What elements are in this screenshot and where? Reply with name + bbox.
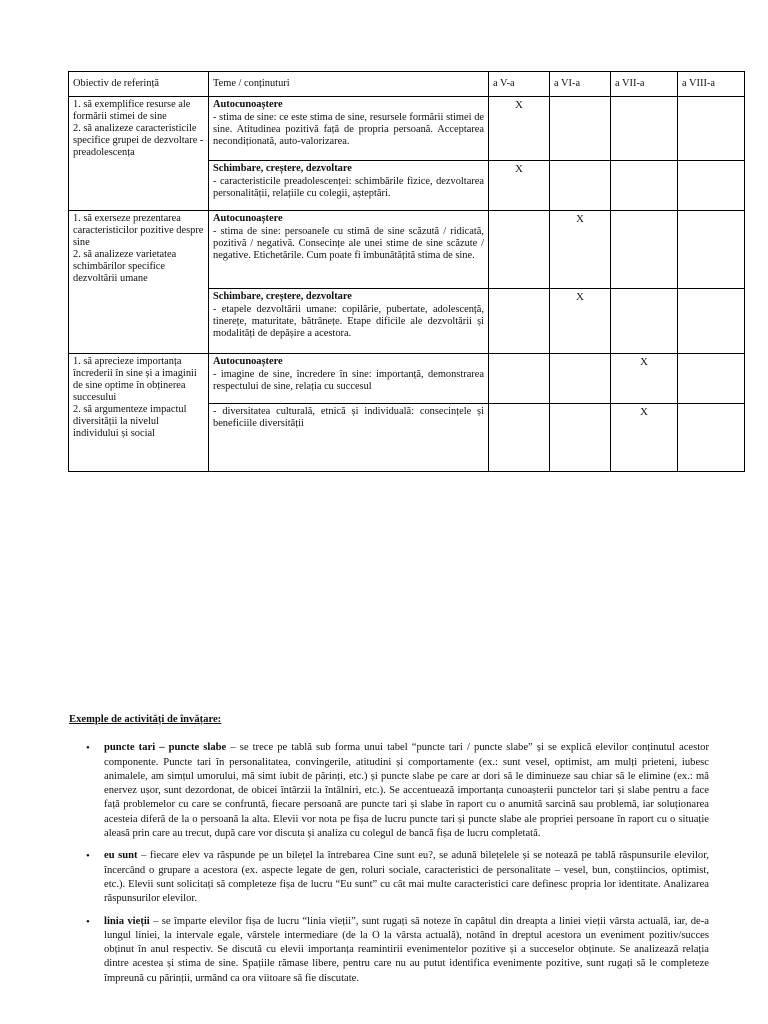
- grade-8-cell: [678, 211, 745, 289]
- topic-title: Schimbare, creștere, dezvoltare: [213, 291, 352, 302]
- grade-8-cell: [678, 161, 745, 211]
- table-row: [69, 211, 745, 289]
- grade-5-mark: X: [489, 97, 550, 161]
- topic-title: Autocunoaștere: [213, 213, 283, 224]
- header-grade-5: a V-a: [489, 72, 550, 97]
- activities-heading: Exemple de activități de învățare:: [69, 714, 222, 725]
- grade-8-cell: [678, 404, 745, 472]
- topic-text: - stima de sine: persoanele cu stimă de sine scăzută / ridicată, pozitivă / negativă. Consecințe ale unei stime de sine scăzute / negative. Etichetările. Cum poate fi îmbunătățită stima de sine.: [213, 226, 484, 261]
- grade-8-cell: [678, 354, 745, 404]
- topic-title: Schimbare, creștere, dezvoltare: [213, 163, 352, 174]
- grade-6-cell: [550, 404, 611, 472]
- grade-8-cell: [678, 97, 745, 161]
- grade-7-mark: X: [611, 404, 678, 472]
- topic-text: - etapele dezvoltării umane: copilărie, pubertate, adolescență, tinerețe, maturitate, bătrânețe. Etape dificile ale dezvoltării și modalități de depășire a acestora.: [213, 304, 484, 339]
- header-objective: Obiectiv de referință: [69, 72, 209, 97]
- objective-cell: 1. să exemplifice resurse ale formării stimei de sine 2. să analizeze caracteristicile specifice grupei de dezvoltare - preadolescența: [69, 97, 209, 211]
- activity-text: – se trece pe tablă sub forma unui tabel “puncte tari / puncte slabe” și se explică elevilor conținutul acestor componente. Puncte tari în personalitatea, convingerile, atitudini și comportamente (ex.: sunt vesel, optimist, am mulți prieteni, iubesc animalele, am simțul umorului, mă simt iubit de părinți, etc.) și puncte slabe pe care ar dori să le diminueze sau chiar să le elimine (ex.: mă enervez ușor, sunt dezordonat, de obicei întârzii la întâlniri, etc.). Se accentuează importanța cunoașterii punctelor tari și slabe pentru a face față problemelor cu care se confruntă, fiecare persoană are puncte tari și slabe în raport cu o anumită sarcină sau problemă, iar soluționarea acesteia diferă de la o persoană la alta. Elevii vor nota pe fișa de lucru puncte tari și puncte slabe ale propriei persoane în raport cu o situație aleasă prin care au trecut, după care vor discuta și analiza cu colegul de bancă fișa de lucru completată.: [104, 742, 709, 840]
- grade-6-cell: [550, 354, 611, 404]
- bullet-icon: •: [86, 742, 90, 755]
- topic-text: - caracteristicile preadolescenței: schimbările fizice, dezvoltarea personalității, relațiile cu colegii, așteptări.: [213, 176, 484, 199]
- bullet-icon: •: [86, 850, 90, 863]
- topic-cell: [209, 161, 489, 211]
- table-header-row: [69, 72, 745, 97]
- objective-cell: 1. să aprecieze importanța încrederii în sine și a imaginii de sine optime în obținerea succesului 2. să argumenteze impactul diversității la nivelul individului și social: [69, 354, 209, 472]
- topic-text: - imagine de sine, încredere în sine: importanță, demonstrarea respectului de sine, relația cu succesul: [213, 369, 484, 392]
- topic-cell: [209, 354, 489, 404]
- grade-5-cell: [489, 404, 550, 472]
- activity-text: – fiecare elev va răspunde pe un bilețel la întrebarea Cine sunt eu?, se adună bilețelele și se notează pe tablă răspunsurile elevilor, încercând o grupare a acestora (ex. aspecte legate de gen, roluri sociale, caracteristici de personalitate – vesel, bun, conștiincios, optimist, etc.). Elevii sunt solicitați să completeze fișa de lucru “Eu sunt” cu cât mai multe caracteristici care definesc propria lor identitate. Analizarea răspunsurilor elevilor.: [104, 850, 709, 905]
- grade-7-cell: [611, 161, 678, 211]
- activity-term: puncte tari – puncte slabe: [104, 742, 227, 754]
- grade-5-mark: X: [489, 161, 550, 211]
- header-grade-6: a VI-a: [550, 72, 611, 97]
- grade-7-cell: [611, 97, 678, 161]
- grade-5-cell: [489, 211, 550, 289]
- topic-text: - stima de sine: ce este stima de sine, resursele formării stimei de sine. Atitudinea pozitivă față de propria persoană. Acceptarea necondiționată, auto-valorizarea.: [213, 112, 484, 147]
- activities-section: [69, 713, 709, 994]
- grade-6-cell: [550, 161, 611, 211]
- topic-title: Autocunoaștere: [213, 356, 283, 367]
- header-topics: Teme / conținuturi: [209, 72, 489, 97]
- grade-7-cell: [611, 211, 678, 289]
- activity-term: eu sunt: [104, 850, 138, 862]
- list-item: [69, 915, 709, 986]
- list-item: [69, 849, 709, 906]
- objective-cell: 1. să exerseze prezentarea caracteristicilor pozitive despre sine 2. să analizeze varietatea schimbărilor specifice dezvoltării umane: [69, 211, 209, 354]
- topic-cell: [209, 289, 489, 354]
- grade-6-mark: X: [550, 211, 611, 289]
- topic-cell: [209, 97, 489, 161]
- list-item: [69, 741, 709, 841]
- table-row: [69, 97, 745, 161]
- bullet-icon: •: [86, 915, 90, 928]
- grade-7-mark: X: [611, 354, 678, 404]
- header-grade-8: a VIII-a: [678, 72, 745, 97]
- grade-5-cell: [489, 289, 550, 354]
- topic-cell: [209, 404, 489, 472]
- topic-text: - diversitatea culturală, etnică și individuală: consecințele și beneficiile diversității: [213, 406, 484, 429]
- activities-list: [69, 741, 709, 986]
- grade-8-cell: [678, 289, 745, 354]
- topic-cell: [209, 211, 489, 289]
- table-row: [69, 354, 745, 404]
- grade-6-mark: X: [550, 289, 611, 354]
- grade-5-cell: [489, 354, 550, 404]
- topic-title: Autocunoaștere: [213, 99, 283, 110]
- activity-text: – se împarte elevilor fișa de lucru “linia vieții”, sunt rugați să noteze în capătul din dreapta a liniei vieții vârsta actuală, iar, de-a lungul liniei, la intervale egale, vârstele intermediare (de la O la vârsta actuală), notând în dreptul acestora un eveniment pozitiv/succes obținut în anul respectiv. Se discută cu elevii importanța reamintirii evenimentelor pozitive și a succeselor obținute. Se analizează relația dintre acestea și stima de sine. Spațiile rămase libere, pentru care nu au putut identifica evenimente pozitive, sunt rugați să le completeze împreună cu părinții, urmând ca ora viitoare să fie discutate.: [104, 915, 709, 984]
- grade-7-cell: [611, 289, 678, 354]
- header-grade-7: a VII-a: [611, 72, 678, 97]
- curriculum-table: [68, 71, 745, 472]
- grade-6-cell: [550, 97, 611, 161]
- activity-term: linia vieții: [104, 915, 150, 927]
